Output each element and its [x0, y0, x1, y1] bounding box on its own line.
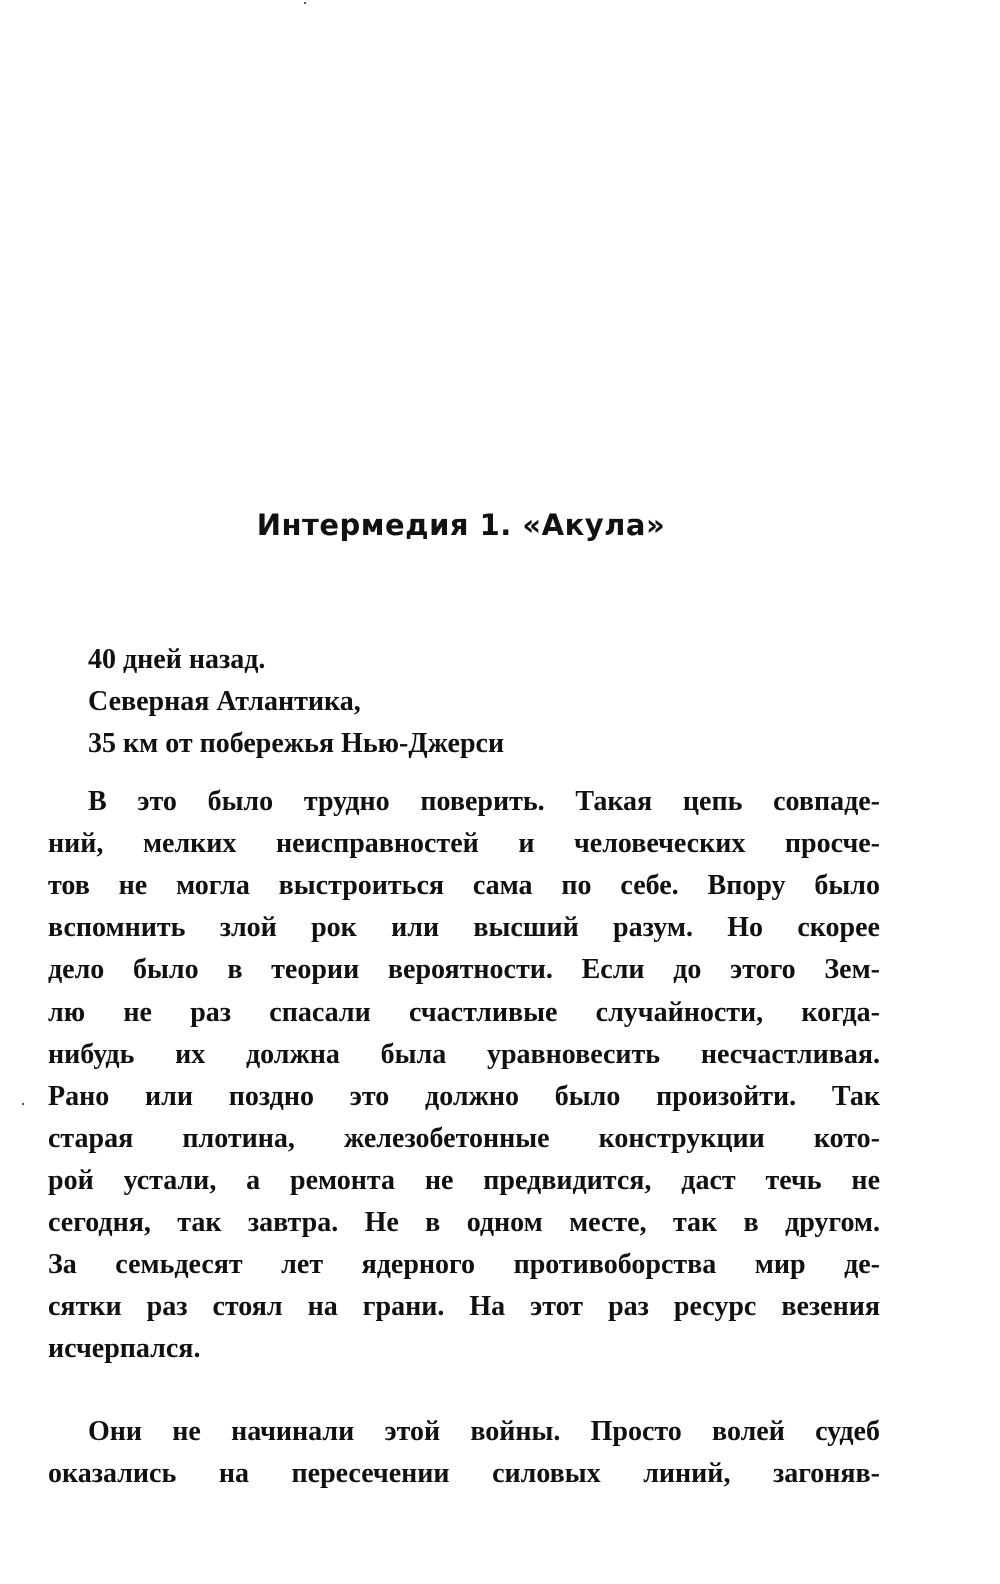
- text-line: вспомнить злой рок или высший разум. Но скорее: [48, 912, 880, 944]
- text-line: сегодня, так завтра. Не в одном месте, так в другом.: [48, 1207, 880, 1238]
- chapter-title: Интермедия 1. «Акула»: [256, 508, 666, 542]
- text-line: Они не начинали этой войны. Просто волей судеб: [88, 1416, 880, 1447]
- text-line: рой устали, а ремонта не предвидится, даст течь не: [48, 1164, 880, 1196]
- text-line: оказались на пересечении силовых линий, загоняв-: [48, 1458, 880, 1490]
- text-line: нибудь их должна была уравновесить несчастливая.: [48, 1038, 880, 1070]
- meta-line-location: 35 км от побережья Нью-Джерси: [88, 728, 505, 759]
- scan-speck: [22, 1103, 24, 1105]
- text-line: тов не могла выстроиться сама по себе. Впору было: [48, 870, 880, 902]
- text-line: ний, мелких неисправностей и человеческих просче-: [48, 828, 880, 860]
- text-line: исчерпался.: [48, 1333, 201, 1365]
- text-line: лю не раз спасали счастливые случайности, когда-: [48, 996, 880, 1028]
- text-line: дело было в теории вероятности. Если до этого Зем-: [48, 954, 880, 986]
- text-line: За семьдесят лет ядерного противоборства мир де-: [48, 1249, 880, 1281]
- text-line: старая плотина, железобетонные конструкции кото-: [48, 1122, 880, 1154]
- scan-speck: [304, 2, 306, 4]
- meta-line-place: Северная Атлантика,: [88, 686, 361, 717]
- text-line: В это было трудно поверить. Такая цепь совпаде-: [88, 786, 880, 817]
- text-line: Рано или поздно это должно было произойти. Так: [48, 1080, 880, 1112]
- text-line: сятки раз стоял на грани. На этот раз ресурс везения: [48, 1291, 880, 1323]
- meta-line-time: 40 дней назад.: [88, 644, 266, 675]
